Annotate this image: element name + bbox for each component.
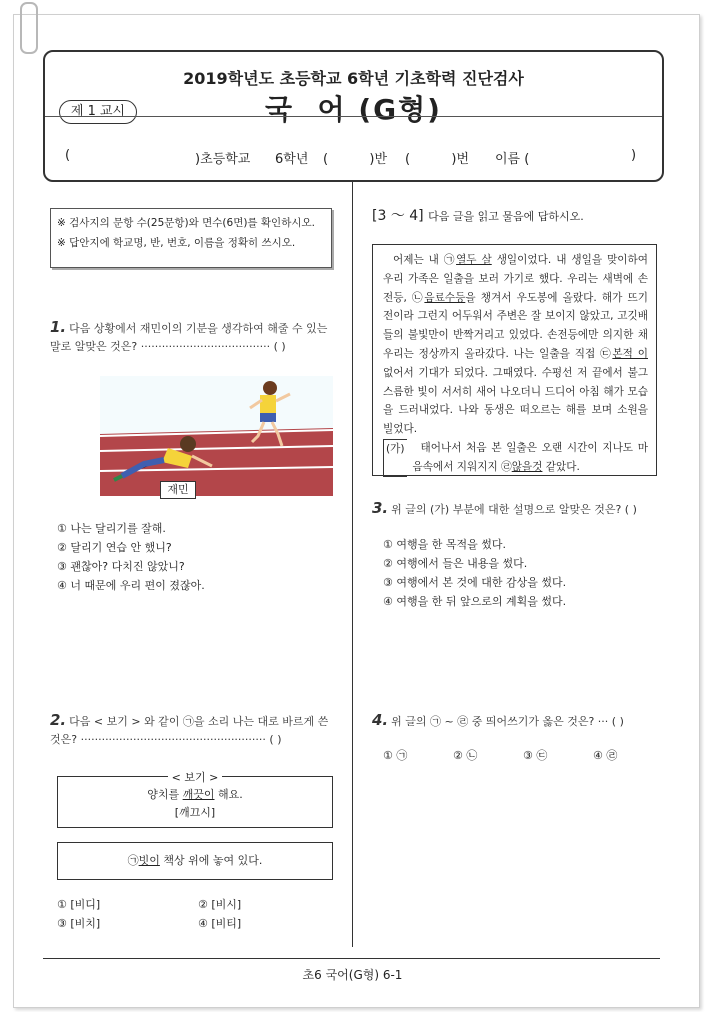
question-2 — [50, 711, 338, 749]
option[interactable]: ③ 여행에서 본 것에 대한 감상을 썼다. — [383, 576, 567, 589]
option[interactable]: ③ [비치] — [57, 917, 101, 930]
example-box — [57, 771, 333, 828]
question-3-text: 위 글의 (가) 부분에 대한 설명으로 알맞은 것은? ( ) — [391, 503, 637, 516]
option[interactable]: ① [비디] — [57, 898, 101, 911]
notice-line1: ※ 검사지의 문항 수(25문항)와 면수(6면)를 확인하시오. — [57, 217, 315, 229]
option[interactable]: ① ㉠ — [383, 749, 408, 762]
info-close: ) — [631, 148, 637, 163]
question-1-text: 다음 상황에서 재민이의 기분을 생각하여 해줄 수 있는 말로 알맞은 것은? ····································· ( ) — [50, 322, 328, 353]
notice-line2: ※ 답안지에 학교명, 반, 번호, 이름을 정확히 쓰시오. — [57, 237, 296, 249]
question-3-number: 3. — [372, 499, 389, 517]
example-line1: 양치를 깨끗이 해요. — [147, 788, 243, 801]
paper-clip-icon — [20, 2, 38, 54]
question-2-text: 다음 < 보기 > 와 같이 ㉠을 소리 나는 대로 바르게 쓴 것은? ····················································· ( ) — [50, 715, 329, 746]
question-3-options — [383, 535, 566, 611]
section-heading — [372, 205, 584, 225]
subject-title: 국 어 (G형) — [265, 93, 442, 126]
info-grade: 6학년 — [275, 152, 309, 167]
option[interactable]: ① 나는 달리기를 잘해. — [57, 522, 166, 535]
info-open: ( — [65, 148, 71, 163]
info-name: 이름 ( — [495, 152, 530, 167]
option[interactable]: ② ㉡ — [453, 749, 478, 762]
question-1-number: 1. — [50, 318, 67, 336]
example-line2: [깨끄시] — [174, 806, 216, 819]
page-footer: 초6 국어(G형) 6-1 — [302, 968, 403, 982]
footer-divider — [43, 958, 660, 959]
section-range: [3 ～ 4] — [372, 208, 424, 224]
question-2-options-col2 — [198, 895, 241, 933]
question-2-options — [57, 895, 100, 933]
ga-marker: (가) — [383, 439, 407, 477]
option[interactable]: ③ ㉢ — [523, 749, 548, 762]
target-sentence-box: ㉠빗이 책상 위에 놓여 있다. — [57, 842, 333, 880]
option[interactable]: ④ [비티] — [198, 917, 242, 930]
running-scene-illustration — [100, 376, 333, 496]
question-4-text: 위 글의 ㉠ ~ ㉣ 중 띄어쓰기가 옳은 것은? ··· ( ) — [391, 715, 624, 728]
info-number: ( )번 — [405, 152, 470, 167]
question-1 — [50, 318, 338, 356]
exam-title: 2019학년도 초등학교 6학년 기초학력 진단검사 — [183, 69, 524, 88]
column-divider — [352, 182, 353, 947]
header-divider — [45, 116, 662, 117]
info-class: ( )반 — [323, 152, 388, 167]
question-1-options — [57, 519, 205, 595]
jaemin-label: 재민 — [160, 481, 196, 499]
question-4-number: 4. — [372, 711, 389, 729]
example-box-title: < 보기 > — [168, 771, 223, 784]
section-instruction: 다음 글을 읽고 물음에 답하시오. — [428, 210, 584, 223]
notice-box — [50, 208, 332, 268]
exam-header — [43, 50, 664, 182]
option[interactable]: ③ 괜찮아? 다치진 않았니? — [57, 560, 185, 573]
question-3 — [372, 499, 662, 519]
info-school: )초등학교 — [195, 152, 251, 167]
period-badge: 제 1 교시 — [59, 100, 137, 124]
passage-ga: (가) 태어나서 처음 본 일출은 오랜 시간이 지나도 마음속에서 지워지지 ㉣않을것 같았다. — [383, 439, 648, 477]
option[interactable]: ① 여행을 한 목적을 썼다. — [383, 538, 506, 551]
reading-passage — [372, 244, 657, 476]
question-2-number: 2. — [50, 711, 67, 729]
passage-body: 어제는 내 ㉠열두 살 생일이었다. 내 생일을 맞이하여 우리 가족은 일출을 보러 가기로 했다. 우리는 새벽에 손전등, ㉡음료수등을 챙겨서 우도봉에 올랐다. 해가 뜨기 전이라 그런지 어두워서 주변은 잘 보이지 않았고, 고깃배들의 불빛만이 반짝거리고 있었다. 손전등에만 의지한 채 우리는 정상까지 올라갔다. 나는 일출을 직접 ㉢본적 이 없어서 기대가 되었다. 그때였다. 수평선 저 끝에서 불그스름한 빛이 서서히 새어 나오더니 드디어 아침 해가 모습을 드러내었다. 나와 동생은 떠오르는 해를 보며 소원을 빌었다. — [383, 254, 648, 436]
option[interactable]: ② 여행에서 들은 내용을 썼다. — [383, 557, 528, 570]
question-4 — [372, 711, 662, 731]
option[interactable]: ② 달리기 연습 안 했니? — [57, 541, 172, 554]
option[interactable]: ④ 여행을 한 뒤 앞으로의 계획을 썼다. — [383, 595, 567, 608]
option[interactable]: ④ ㉣ — [593, 749, 618, 762]
option[interactable]: ④ 너 때문에 우리 편이 졌잖아. — [57, 579, 205, 592]
option[interactable]: ② [비시] — [198, 898, 242, 911]
